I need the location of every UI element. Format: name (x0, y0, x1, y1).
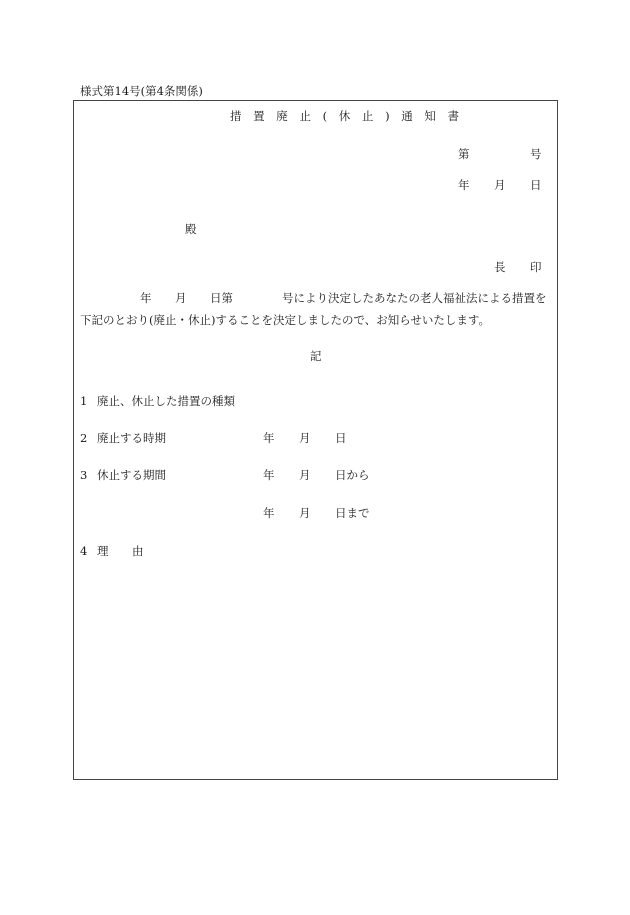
addressee-suffix: 殿 (185, 222, 197, 236)
item3-year: 年 (263, 468, 275, 482)
item3-day-from: 日から (335, 468, 370, 482)
seal-in: 印 (530, 260, 542, 274)
item4-label-yu: 由 (132, 544, 144, 558)
body-line2: 下記のとおり(廃止・休止)することを決定しましたので、お知らせいたします。 (80, 313, 490, 327)
item3-month-end: 月 (299, 506, 311, 520)
date-day: 日 (530, 178, 542, 192)
item3-month: 月 (299, 468, 311, 482)
form-id: 様式第14号(第4条関係) (80, 84, 203, 98)
item2-month: 月 (299, 431, 311, 445)
document-title: 措 置 廃 止 ( 休 止 ) 通 知 書 (230, 109, 464, 123)
body-day-dai: 日第 (210, 291, 233, 305)
body-year: 年 (140, 291, 152, 305)
date-year: 年 (458, 178, 470, 192)
item2-day: 日 (335, 431, 347, 445)
number-go: 号 (530, 147, 542, 161)
issuer-cho: 長 (494, 260, 506, 274)
item2-label: 廃止する時期 (97, 431, 166, 445)
item3-label: 休止する期間 (97, 468, 166, 482)
item2-num: 2 (80, 431, 88, 445)
number-dai: 第 (458, 147, 470, 161)
item3-day-until: 日まで (335, 506, 370, 520)
item4-num: 4 (80, 544, 88, 558)
item1-label: 廃止、休止した措置の種類 (97, 394, 235, 408)
ki-heading: 記 (310, 349, 322, 363)
item3-num: 3 (80, 468, 88, 482)
body-month: 月 (175, 291, 187, 305)
item2-year: 年 (263, 431, 275, 445)
item1-num: 1 (80, 394, 88, 408)
body-line1-rest: 号により決定したあなたの老人福祉法による措置を (282, 291, 547, 305)
item4-label-ri: 理 (97, 544, 109, 558)
date-month: 月 (494, 178, 506, 192)
item3-year-end: 年 (263, 506, 275, 520)
